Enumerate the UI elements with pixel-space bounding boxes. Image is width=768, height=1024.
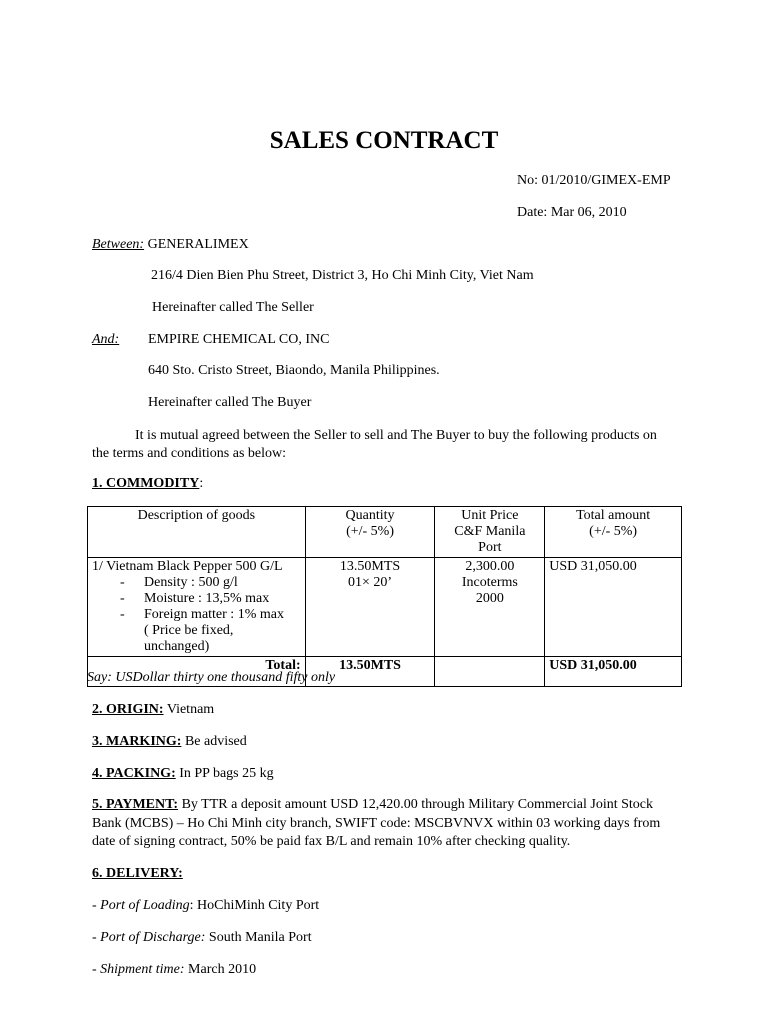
amount-in-words: Say: USDollar thirty one thousand fifty only [87, 670, 336, 685]
packing-value: In PP bags 25 kg [179, 766, 274, 781]
total-quantity: 13.50MTS [305, 657, 435, 687]
buyer-label: And: [92, 332, 120, 347]
payment-text-2: Bank (MCBS) – Ho Chi Minh city branch, SWIFT code: MSCBVNVX within 03 working days from [92, 816, 661, 831]
discharge-value: South Manila Port [208, 930, 312, 945]
marking-value: Be advised [184, 734, 247, 749]
loading-label: Port of Loading [100, 898, 190, 913]
seller-line [92, 237, 249, 253]
row-description [88, 558, 306, 657]
shipment-value: March 2010 [188, 962, 257, 977]
row-unit-price: 2,300.00 Incoterms 2000 [435, 558, 545, 657]
intro-paragraph: It is mutual agreed between the Seller to sell and The Buyer to buy the following products on the terms and conditions as below: [92, 428, 657, 461]
buyer-name: EMPIRE CHEMICAL CO, INC [148, 332, 330, 347]
loading-line: - Port of Loading: HoChiMinh City Port [92, 898, 320, 913]
loading-value: HoChiMinh City Port [197, 898, 320, 913]
marking-line [92, 734, 247, 750]
payment-text-1: By TTR a deposit amount USD 12,420.00 through Military Commercial Joint Stock [181, 797, 654, 812]
commodity-heading-line: 1. COMMODITY: [92, 476, 204, 491]
origin-value: Vietnam [166, 702, 215, 717]
seller-role: Hereinafter called The Seller [152, 300, 314, 315]
packing-heading: 4. PACKING: [92, 766, 176, 781]
contract-date: Date: Mar 06, 2010 [517, 205, 627, 220]
commodity-heading: 1. COMMODITY [92, 476, 200, 491]
total-amount: USD 31,050.00 [545, 657, 682, 687]
goods-table [87, 506, 682, 687]
seller-address: 216/4 Dien Bien Phu Street, District 3, Ho Chi Minh City, Viet Nam [151, 268, 534, 283]
delivery-heading: 6. DELIVERY: [92, 866, 183, 881]
header-description: Description of goods [88, 507, 306, 558]
shipment-line: - Shipment time: March 2010 [92, 962, 257, 977]
row-total-amount: USD 31,050.00 [545, 558, 682, 657]
origin-line [92, 702, 214, 718]
origin-heading: 2. ORIGIN: [92, 702, 164, 717]
header-total-amount: Total amount (+/- 5%) [545, 507, 682, 558]
spec-item: - Density : 500 g/l [92, 575, 301, 591]
payment-line-1 [92, 797, 653, 813]
packing-line [92, 766, 274, 782]
discharge-label: Port of Discharge: [100, 930, 206, 945]
document-title: SALES CONTRACT [269, 127, 499, 154]
row-quantity: 13.50MTS 01× 20’ [305, 558, 435, 657]
shipment-label: Shipment time: [100, 962, 185, 977]
spec-item: - Moisture : 13,5% max [92, 591, 301, 607]
payment-text-3: date of signing contract, 50% be paid fax B/L and remain 10% after checking quality. [92, 834, 571, 849]
buyer-address: 640 Sto. Cristo Street, Biaondo, Manila Philippines. [148, 363, 440, 378]
spec-item: - Foreign matter : 1% max [92, 607, 301, 623]
header-quantity: Quantity (+/- 5%) [305, 507, 435, 558]
seller-label: Between: [92, 237, 145, 252]
total-label: Total: [88, 657, 306, 687]
seller-name: GENERALIMEX [147, 237, 249, 252]
row-note: ( Price be fixed, unchanged) [144, 623, 234, 654]
contract-number: No: 01/2010/GIMEX-EMP [517, 173, 671, 188]
total-price-empty [435, 657, 545, 687]
buyer-role: Hereinafter called The Buyer [148, 395, 312, 410]
header-unit-price: Unit Price C&F Manila Port [435, 507, 545, 558]
row-product: 1/ Vietnam Black Pepper 500 G/L [92, 559, 283, 574]
marking-heading: 3. MARKING: [92, 734, 182, 749]
table-row [88, 558, 682, 657]
discharge-line: - Port of Discharge: South Manila Port [92, 930, 312, 945]
table-header-row [88, 507, 682, 558]
payment-heading: 5. PAYMENT: [92, 797, 179, 812]
